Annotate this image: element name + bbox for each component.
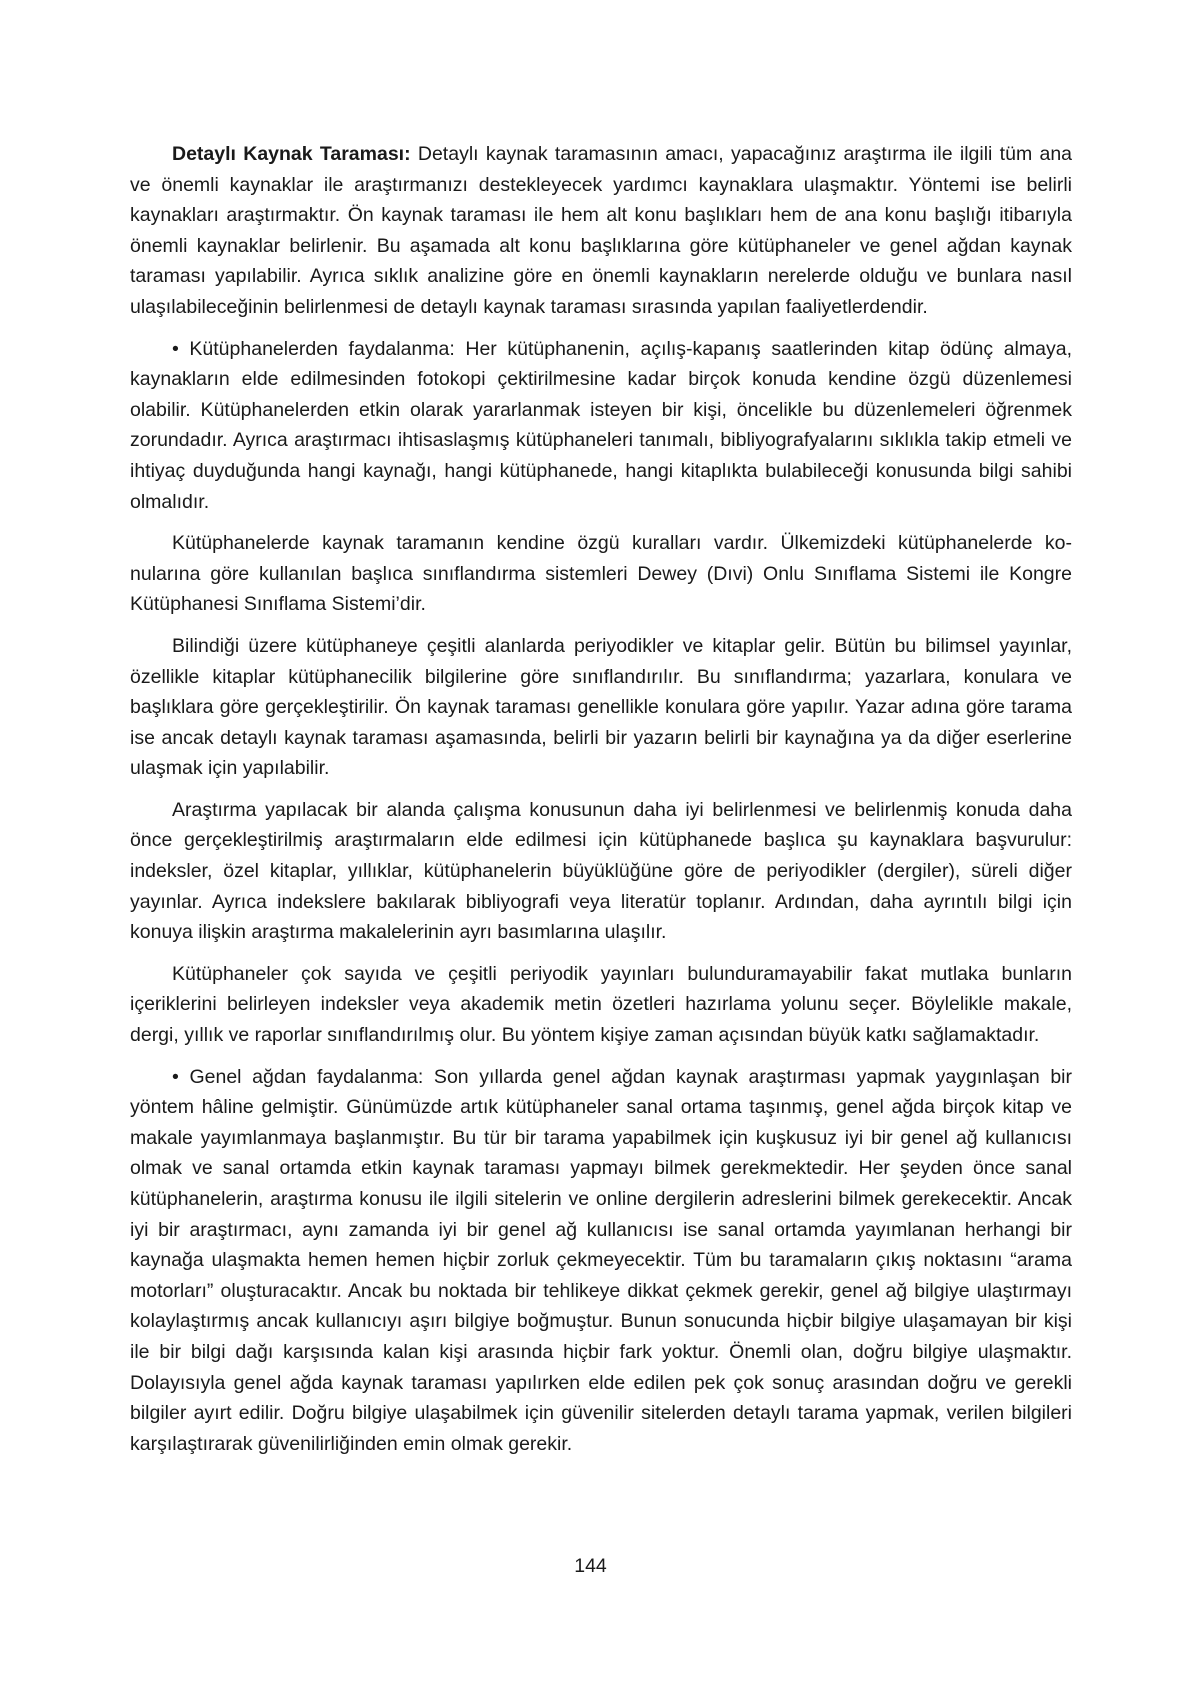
paragraph-research-sources: Araştırma yapılacak bir alanda çalışma konusunun daha iyi belirlenmesi ve belirlenmiş konuda daha önce gerçekleştirilmiş araştırmaların elde edilmesi için kütüphanede başlıca şu kaynaklara başvurulur: indeksler, özel kitaplar, yıllıklar, kütüphanelerin büyüklüğüne göre de periyodikler (dergiler), süreli diğer yayınlar. Ayrıca indekslere bakılarak bibliyografi veya literatür toplanır. Ardından, daha ayrıntılı bilgi için konuya ilişkin araştırma makalelerinin ayrı basımlarına ulaşılır. (130, 798, 1072, 944)
paragraph-periodicals: Kütüphaneler çok sayıda ve çeşitli periyodik yayınları bulunduramayabilir fakat mutlaka bunların içeriklerini belirleyen indeksler veya akademik metin özetleri hazırlama yolunu seçer. Böylelikle makale, dergi, yıllık ve raporlar sınıflandırılmış olur. Bu yöntem kişiye zaman açısından büyük katkı sağlamaktadır. (130, 962, 1072, 1047)
page-number: 144 (574, 1555, 607, 1577)
paragraph-detailed-source-review (130, 139, 1072, 323)
paragraph-library-classification: Bilindiği üzere kütüphaneye çeşitli alanlarda periyodikler ve kitaplar gelir. Bütün bu bilimsel yayınlar, özellikle kitaplar kütüphanecilik bilgilerine göre sınıflandırılır. Bu sınıflandırma; yazarlara, konulara ve başlıklara göre gerçekleştirilir. Ön kaynak taraması genellikle konulara göre yapılır. Yazar adına göre tarama ise ancak detaylı kaynak taraması aşamasında, belirli bir yazarın belirli bir kaynağına ya da diğer eserlerine ulaşmak için yapılabilir. (130, 634, 1072, 780)
paragraph-internet-usage: • Genel ağdan faydalanma: Son yıllarda genel ağdan kaynak araştırması yapmak yaygınlaşan bir yöntem hâline gelmiştir. Günümüzde artık kütüphaneler sanal ortama taşınmış, genel ağda birçok kitap ve makale yayımlanmaya başlanmıştır. Bu tür bir tarama yapabilmek için kuşkusuz iyi bir genel ağ kullanıcısı olmak ve sanal ortamda etkin kaynak taraması yapmayı bilmek gerekmektedir. Her şeyden önce sanal kütüphanelerin, araştırma konusu ile ilgili sitelerin ve online dergilerin adreslerini bilmek gerekecektir. Ancak iyi bir araştırmacı, aynı zamanda iyi bir genel ağ kullanıcısı ise sanal ortamda yayımlanan herhangi bir kaynağa ulaşmakta hemen hemen hiçbir zorluk çekmeyecektir. Tüm bu taramaların çıkış noktasını “arama motorları” oluşturacaktır. Ancak bu noktada bir tehlikeye dikkat çekmek gerekir, genel ağ bilgiye ulaştırmayı kolaylaştırmış ancak kullanıcıyı aşırı bilgiye boğmuştur. Bunun sonucunda hiçbir bilgiye ulaşamayan bir kişi ile bir bilgi dağı karşısında kalan kişi arasında hiçbir fark yoktur. Önemli olan, doğru bilgiye ulaşmaktır. Dolayısıyla genel ağda kaynak taraması yapılırken elde edilen pek çok sonuç arasından doğru ve gerekli bilgiler ayırt edilir. Doğru bilgiye ulaşabilmek için güvenilir sitelerden detaylı tarama yapmak, verilen bilgileri karşılaştırarak güvenilirliğinden emin olmak gerekir. (130, 1065, 1072, 1455)
paragraph-lead-heading: Detaylı Kaynak Taraması: (172, 143, 411, 165)
page-body (130, 139, 1072, 1470)
paragraph-text: Detaylı kaynak taramasının amacı, yapacağınız araştırma ile ilgili tüm ana ve önemli kaynaklar ile araştırmanızı destekleyecek yardımcı kaynaklara ulaşmaktır. Yöntemi ise belirli kaynakları araştırmaktır. Ön kaynak taraması ile hem alt konu başlıkları hem de ana konu başlığı itibarıyla önemli kaynaklar belirlenir. Bu aşamada alt konu başlıklarına göre kütüphaneler ve genel ağdan kaynak taraması yapılabilir. Ayrıca sıklık analizine göre en önemli kaynakların nerelerde olduğu ve bunlara nasıl ulaşılabileceğinin belirlenmesi de detaylı kaynak taraması sırasında yapılan faaliyetlerdendir. (130, 143, 1073, 318)
paragraph-library-rules: Kütüphanelerde kaynak taramanın kendine özgü kuralları vardır. Ülkemizdeki kütüphanelerde konularına göre kullanılan başlıca sınıflandırma sistemleri Dewey (Dıvi) Onlu Sınıflama Sistemi ile Kongre Kütüphanesi Sınıflama Sistemi’dir. (130, 532, 1072, 616)
paragraph-library-usage: • Kütüphanelerden faydalanma: Her kütüphanenin, açılış-kapanış saatlerinden kitap ödünç almaya, kaynakların elde edilmesinden fotokopi çektirilmesine kadar birçok konuda kendine özgü düzenlemesi olabilir. Kütüphanelerden etkin olarak yararlanmak isteyen bir kişi, öncelikle bu düzenlemeleri öğrenmek zorundadır. Ayrıca araştırmacı ihtisaslaşmış kütüphaneleri tanımalı, bibliyografyalarını sıklıkla takip etmeli ve ihtiyaç duyduğunda hangi kaynağı, hangi kütüphanede, hangi kitaplıkta bulabileceği konusunda bilgi sahibi olmalıdır. (130, 337, 1072, 513)
